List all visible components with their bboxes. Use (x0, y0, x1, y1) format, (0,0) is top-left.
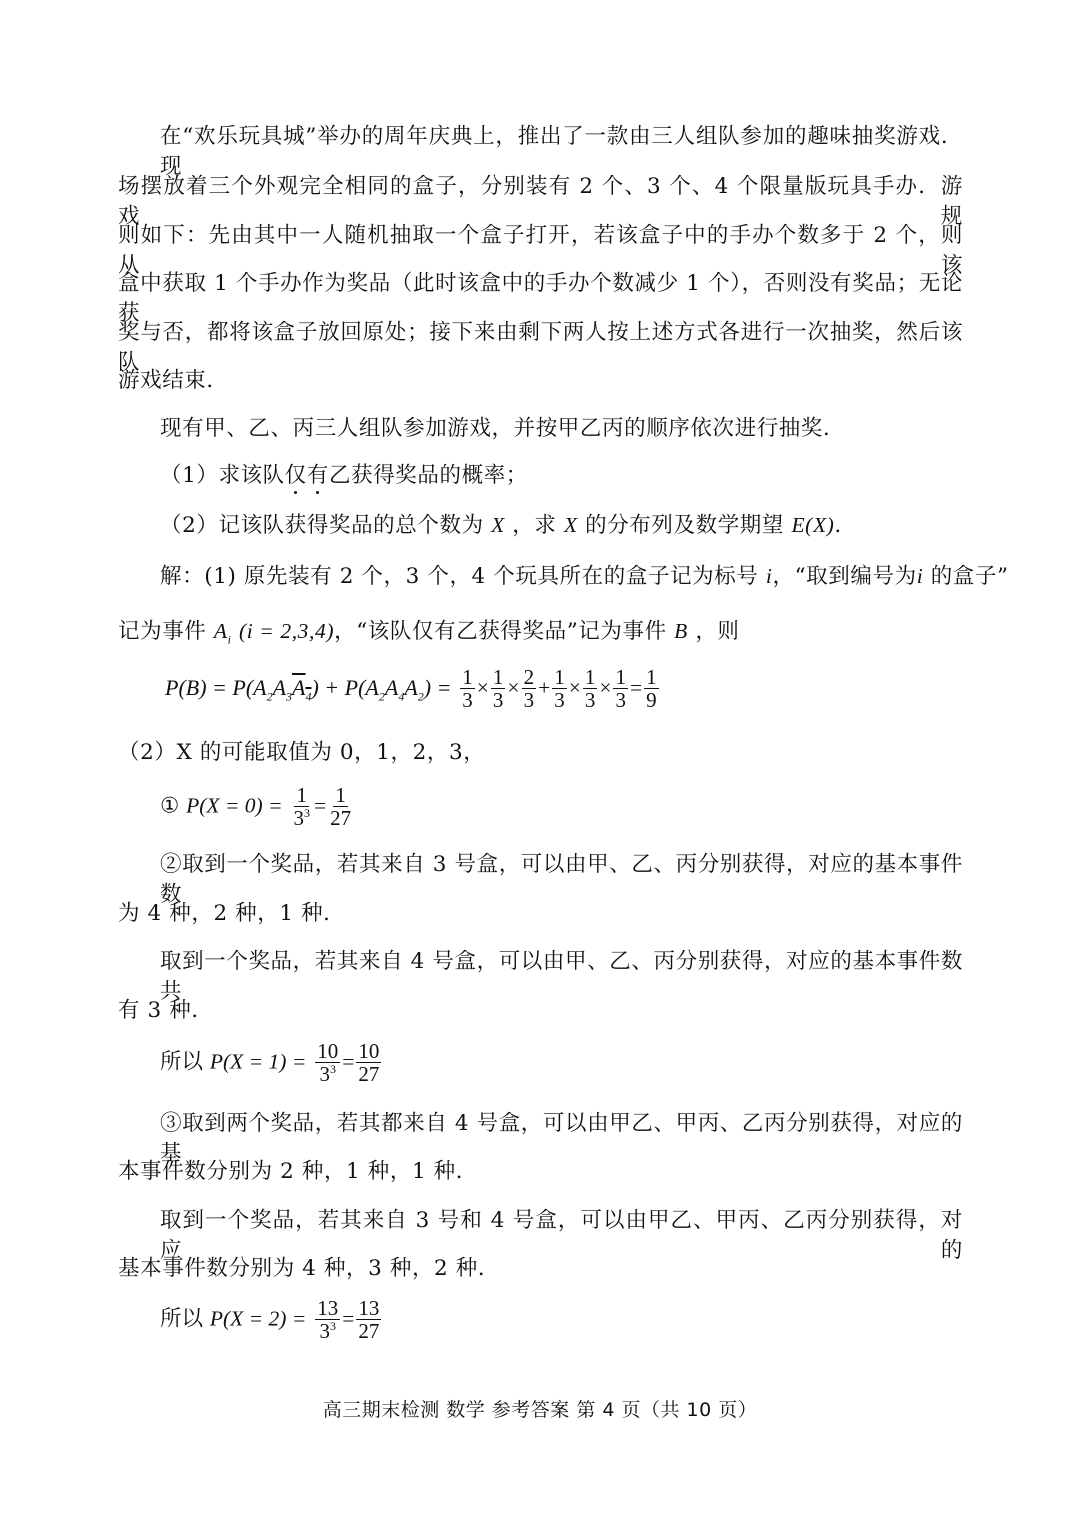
so-label: 所以 (160, 1049, 204, 1075)
fraction (644, 666, 659, 711)
pb-sub: 2 (378, 688, 385, 703)
numerator: 2 (523, 665, 535, 689)
pb-sub: 4 (398, 688, 405, 703)
px1-lhs: P(X = 1) = (209, 1049, 307, 1074)
var-x: X (563, 513, 578, 537)
solution-line-2-a: 记为事件 (118, 619, 207, 644)
case-4-line-2: 本事件数分别为 2 种，1 种，1 种． (118, 1159, 478, 1184)
pb-term: A (384, 674, 399, 700)
numerator: 1 (646, 665, 657, 689)
problem-line-2: 场摆放着三个外观完全相同的盒子，分别装有 2 个、3 个、4 个限量版玩具手办．游戏规 (118, 174, 963, 229)
event-a-subscript: i (227, 632, 232, 647)
question-2-part-b: ，求 (512, 513, 557, 538)
pb-sub: 4 (305, 688, 312, 703)
fraction (315, 1040, 340, 1085)
exponent: 3 (303, 806, 310, 820)
pb-formula (165, 666, 661, 711)
solution-line-1-a: 解：(1) 原先装有 2 个，3 个，4 个玩具所在的盒子记为标号 (160, 564, 759, 589)
px0-lhs: P(X = 0) = (186, 793, 283, 818)
solution-line-1-c: 的盒子” (930, 564, 1009, 589)
question-2-end: ． (834, 513, 857, 538)
times: × (476, 675, 489, 700)
denominator: 9 (646, 688, 657, 712)
fraction (356, 1040, 381, 1085)
case-4-line-1: ③取到两个奖品，若其都来自 4 号盒，可以由甲乙、甲丙、乙丙分别获得，对应的基 (160, 1111, 963, 1166)
var-i: i (916, 564, 924, 588)
numerator: 10 (317, 1039, 339, 1063)
fraction (328, 784, 353, 829)
solution-line-2-b: ，“该队仅有乙获得奖品”记为事件 (334, 619, 667, 644)
question-1-prefix: （1）求该队 (160, 463, 285, 488)
index-condition: (i = 2,3,4) (238, 619, 335, 643)
equals: = (313, 793, 327, 818)
numerator: 1 (615, 665, 626, 689)
denominator: 27 (330, 806, 352, 830)
denominator (317, 1063, 338, 1085)
px1-formula (160, 1040, 383, 1085)
equals: = (342, 1049, 355, 1074)
fraction (491, 666, 506, 711)
question-2-part-c: 的分布列及数学期望 (585, 513, 785, 538)
numerator: 1 (462, 665, 473, 689)
fraction (583, 666, 598, 711)
denominator: 27 (358, 1319, 380, 1343)
emphasis-dot-char-1: 仅 (284, 463, 307, 488)
denominator: 3 (492, 688, 504, 712)
problem-line-5: 奖与否，都将该盒子放回原处；接下来由剩下两人按上述方式各进行一次抽奖，然后该队 (118, 320, 963, 375)
pb-term: A (272, 674, 287, 700)
case-5-line-2: 基本事件数分别为 4 种，3 种，2 种． (118, 1256, 500, 1281)
case-3-line-1: 取到一个奖品，若其来自 4 号盒，可以由甲、乙、丙分别获得，对应的基本事件数共 (160, 949, 963, 1004)
var-x: X (491, 513, 505, 537)
denominator: 3 (584, 688, 596, 712)
numerator: 13 (317, 1296, 339, 1320)
pb-expression (165, 674, 452, 703)
base: 3 (293, 806, 304, 830)
denominator: 27 (358, 1062, 380, 1086)
fraction (552, 666, 567, 711)
pb-term: A (292, 674, 306, 700)
equals: = (629, 675, 643, 700)
solution-line-2-c: ，则 (695, 619, 740, 644)
denominator: 3 (462, 688, 473, 712)
so-label: 所以 (160, 1306, 204, 1332)
problem-line-6: 游戏结束． (118, 368, 229, 393)
times: × (568, 675, 581, 700)
plus: + (538, 675, 551, 700)
question-1 (160, 461, 528, 491)
fraction (522, 666, 537, 711)
case-2-line-2: 为 4 种，2 种，1 种． (118, 901, 346, 926)
pb-sub: 2 (266, 688, 273, 703)
px0-formula (160, 784, 355, 829)
pb-term: A (404, 674, 418, 700)
problem-setup: 现有甲、乙、丙三人组队参加游戏，并按甲乙丙的顺序依次进行抽奖． (160, 416, 846, 441)
numerator: 1 (554, 665, 565, 689)
numerator: 1 (296, 783, 307, 807)
denominator (291, 807, 312, 829)
question-1-suffix: 乙获得奖品的概率； (329, 463, 528, 488)
exponent: 3 (329, 1319, 336, 1333)
solution-line-2 (118, 616, 740, 647)
numerator: 10 (358, 1039, 380, 1063)
numerator: 13 (358, 1296, 380, 1320)
pb-sub: 2 (417, 688, 424, 703)
px2-formula (160, 1297, 383, 1342)
denominator (317, 1320, 338, 1342)
pb-lhs: P(B) = P(A (165, 674, 267, 700)
numerator: 1 (335, 783, 346, 807)
fraction (356, 1297, 381, 1342)
fraction (613, 666, 628, 711)
problem-line-4: 盒中获取 1 个手办作为奖品（此时该盒中的手办个数减少 1 个），否则没有奖品；无论获 (118, 271, 963, 326)
solution-line-1-b: ，“取到编号为 (772, 564, 917, 589)
pb-equals: ) = (423, 674, 452, 700)
emphasis-dot-char-2: 有 (306, 463, 329, 488)
base: 3 (319, 1319, 330, 1343)
exponent: 3 (329, 1062, 336, 1076)
event-a: A (213, 619, 228, 643)
base: 3 (319, 1062, 330, 1086)
problem-line-1: 在“欢乐玩具城”举办的周年庆典上，推出了一款由三人组队参加的趣味抽奖游戏．现 (160, 124, 963, 179)
circled-1: ① (160, 793, 180, 819)
fraction (315, 1297, 340, 1342)
question-2-part-a: （2）记该队获得奖品的总个数为 (160, 513, 484, 538)
fraction (291, 784, 312, 829)
px2-lhs: P(X = 2) = (209, 1306, 307, 1331)
denominator: 3 (554, 688, 565, 712)
case-5-line-1: 取到一个奖品，若其来自 3 号和 4 号盒，可以由甲乙、甲丙、乙丙分别获得，对应的 (160, 1208, 963, 1263)
event-b: B (674, 619, 688, 643)
pb-sub: 3 (286, 688, 293, 703)
page-footer: 高三期末检测 数学 参考答案 第 4 页（共 10 页） (322, 1399, 758, 1421)
equals: = (342, 1306, 355, 1331)
times: × (599, 675, 612, 700)
denominator: 3 (523, 688, 535, 712)
denominator: 3 (615, 688, 626, 712)
pb-complement (292, 674, 312, 703)
expectation-symbol: E(X) (791, 513, 835, 537)
problem-line-3: 则如下：先由其中一人随机抽取一个盒子打开，若该盒子中的手办个数多于 2 个，则从该 (118, 223, 963, 278)
case-2-line-1: ②取到一个奖品，若其来自 3 号盒，可以由甲、乙、丙分别获得，对应的基本事件数 (160, 852, 963, 907)
fraction (460, 666, 475, 711)
question-2 (160, 510, 857, 541)
numerator: 1 (584, 665, 596, 689)
x-values-line: （2）X 的可能取值为 0，1，2，3， (118, 740, 486, 765)
times: × (507, 675, 520, 700)
pb-plus: ) + P(A (311, 674, 379, 700)
case-3-line-2: 有 3 种． (118, 998, 214, 1023)
solution-line-1 (160, 561, 1009, 592)
var-i: i (765, 564, 773, 588)
numerator: 1 (492, 665, 504, 689)
